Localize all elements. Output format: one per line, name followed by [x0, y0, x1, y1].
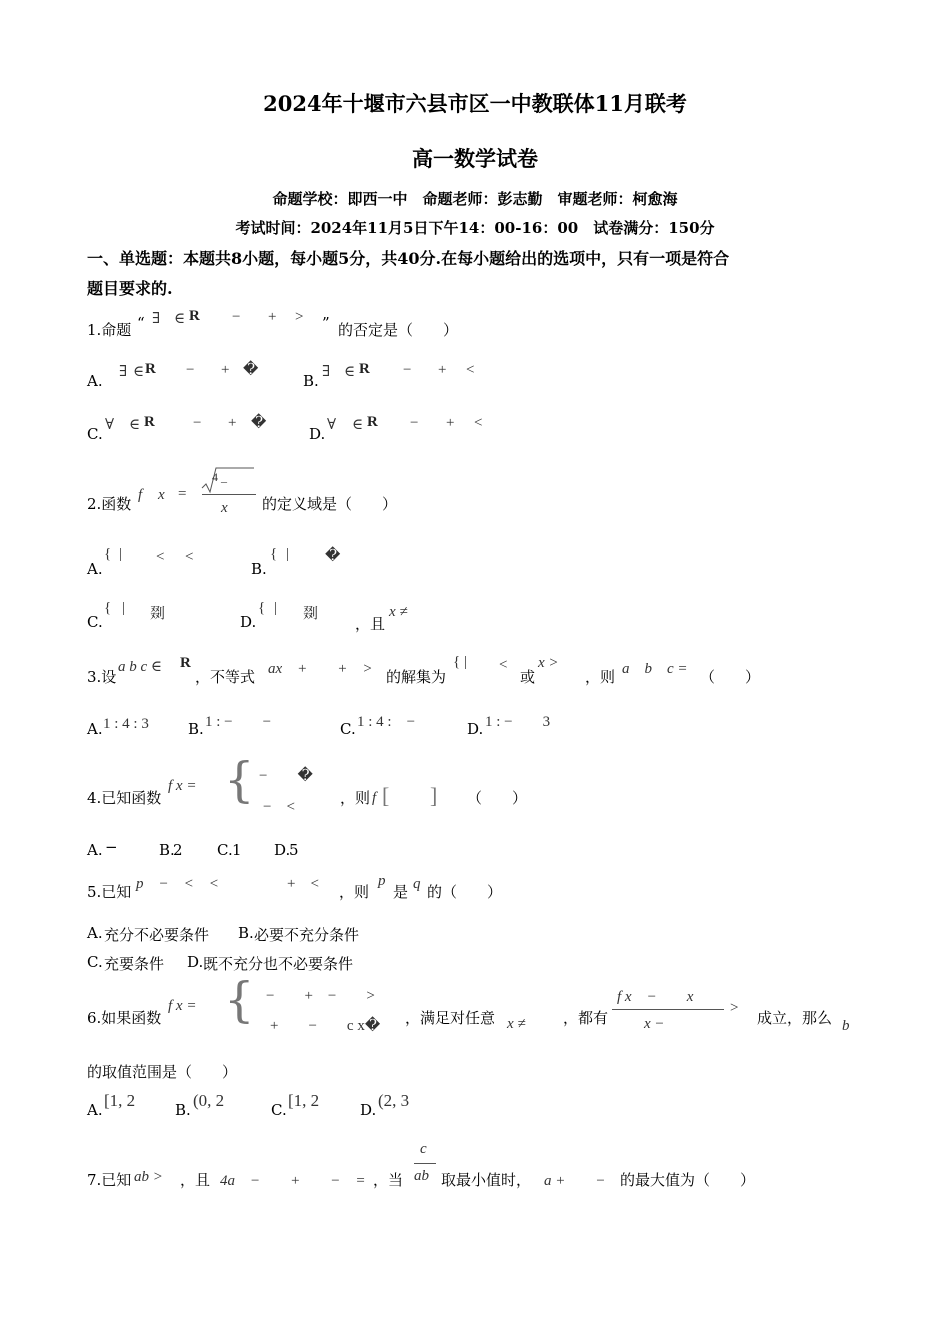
q1-a-plus: +	[221, 362, 230, 378]
q4-option-a-label[interactable]: A.	[87, 841, 103, 859]
q6-option-b-label[interactable]: B.	[175, 1101, 191, 1119]
q1-math-R: R	[189, 308, 200, 324]
q1-a-ge: �	[243, 362, 259, 378]
q5-p: p	[378, 873, 386, 889]
q5-option-b-label[interactable]: B.	[238, 924, 254, 942]
q6-frac-den: x −	[644, 1016, 665, 1032]
q1-math-minus: −	[232, 309, 241, 325]
q6-text2: ，都有	[563, 1009, 609, 1027]
q5-q: q	[413, 876, 421, 892]
q2-option-a: {	[104, 546, 112, 562]
q1-d-plus: +	[446, 415, 455, 431]
q6-brace: {	[224, 972, 255, 1028]
q3-prefix: 3.设	[87, 668, 117, 686]
q6-fraction-bar	[612, 1009, 724, 1010]
q4-option-b: 2	[173, 841, 183, 859]
q1-math-in: ∈	[174, 311, 186, 327]
q1-math: ∃	[152, 311, 161, 327]
q4-text: ，则	[340, 789, 371, 807]
q2-option-c: {	[104, 600, 112, 616]
q2-den: x	[221, 500, 228, 516]
q3-option-c: 1 : 4 : −	[357, 714, 416, 730]
q1-a-minus: −	[186, 362, 195, 378]
q2-a-lt2: <	[185, 549, 194, 565]
q3-text1: ，不等式	[195, 668, 256, 686]
section-heading-cont: 题目要求的.	[87, 279, 173, 298]
q3-text3: ，则	[585, 668, 616, 686]
q6-option-d-label[interactable]: D.	[360, 1101, 377, 1119]
q2-x: x	[158, 487, 165, 503]
q2-prefix: 2.函数	[87, 495, 132, 513]
q3-ratio: a b c =	[622, 661, 688, 677]
q6-text1: ，满足对任意	[405, 1009, 496, 1027]
q2-d-le: 剟	[303, 606, 319, 622]
q4-row1: − �	[259, 768, 313, 784]
q2-d-suffix: ，且	[355, 615, 386, 633]
q1-quote-close: ”	[322, 314, 330, 332]
q4-prefix: 4.已知函数	[87, 789, 162, 807]
q5-option-a-label[interactable]: A.	[87, 924, 103, 942]
q2-d-tail: x ≠	[389, 604, 408, 620]
q1-d-lt: <	[474, 415, 483, 431]
q2-option-d: {	[258, 600, 266, 616]
q5-option-b: 必要不充分条件	[254, 926, 360, 944]
q1-d-in: ∈	[352, 417, 364, 433]
q6-option-a-label[interactable]: A.	[87, 1101, 103, 1119]
q7-prefix: 7.已知	[87, 1171, 132, 1189]
q2-sqrt-arg: 4 _	[212, 470, 227, 484]
q6-option-b: (0, 2	[193, 1091, 225, 1110]
q2-option-b: {	[270, 546, 278, 562]
q5-suffix: 的（ ）	[427, 883, 503, 901]
q1-option-a: ∃	[119, 364, 128, 380]
exam-meta-time: 考试时间：2024年11月5日下午14：00-16：00 试卷满分：150分	[235, 219, 715, 237]
q1-b-plus: +	[438, 362, 447, 378]
q1-b-minus: −	[403, 362, 412, 378]
q5-is: 是	[393, 883, 409, 901]
q1-c-R: R	[144, 414, 155, 430]
q4-brace: {	[224, 752, 255, 808]
q2-suffix: 的定义域是（ ）	[262, 495, 398, 513]
q3-R: R	[180, 655, 191, 671]
q6-row2: + − c x�	[270, 1018, 381, 1034]
q6-option-c-label[interactable]: C.	[271, 1101, 287, 1119]
q1-option-b: ∃	[322, 364, 331, 380]
q6-prefix: 6.如果函数	[87, 1009, 162, 1027]
q4-option-d-label[interactable]: D.	[274, 841, 291, 859]
exam-meta-authors: 命题学校：即西一中 命题老师：彭志勤 审题老师：柯愈海	[272, 190, 678, 208]
q2-f: f	[138, 487, 143, 503]
q5-text1: ，则	[339, 883, 370, 901]
q1-c-minus: −	[193, 415, 202, 431]
exam-title: 2024年十堰市六县市区一中教联体11月联考	[263, 91, 687, 116]
q1-b-in: ∈	[344, 364, 356, 380]
q1-math-plus: +	[268, 309, 277, 325]
q6-fx: f x =	[168, 998, 197, 1014]
q3-x-gt: x >	[538, 655, 559, 671]
q5-prefix: 5.已知	[87, 883, 132, 901]
q2-eq: =	[178, 486, 187, 502]
q2-option-d-label[interactable]: D.	[240, 613, 257, 631]
q7-suffix: 的最大值为（ ）	[620, 1171, 756, 1189]
q2-c-bar: |	[122, 600, 126, 616]
q1-d-R: R	[367, 414, 378, 430]
q3-option-d-label[interactable]: D.	[467, 720, 484, 738]
q7-frac-num: c	[420, 1141, 427, 1157]
q5-option-c: 充要条件	[104, 955, 165, 973]
q3-option-d: 1 : − 3	[485, 714, 551, 730]
q3-option-a-label[interactable]: A.	[87, 720, 103, 738]
q3-or: 或	[520, 668, 536, 686]
q7-fraction-bar	[414, 1163, 436, 1164]
q6-frac-num: f x − x	[617, 989, 694, 1005]
q4-paren: （ ）	[467, 789, 528, 807]
q6-row1: − + − >	[266, 988, 375, 1004]
q4-bracket-open: [	[382, 783, 390, 808]
q3-option-b-label[interactable]: B.	[188, 720, 204, 738]
q1-option-b-label[interactable]: B.	[303, 372, 319, 390]
q4-option-c: 1	[232, 841, 242, 859]
q4-f2: f	[372, 790, 377, 806]
q7-text3: 取最小值时，	[441, 1171, 532, 1189]
q7-frac-den: ab	[414, 1168, 429, 1184]
q1-option-a-label[interactable]: A.	[87, 372, 103, 390]
q5-p-math: p − < <	[136, 876, 219, 892]
q4-option-b-label[interactable]: B.	[159, 841, 175, 859]
q3-option-a: 1 : 4 : 3	[103, 716, 149, 732]
exam-subtitle: 高一数学试卷	[412, 146, 538, 171]
q1-suffix: 的否定是（ ）	[338, 321, 459, 339]
q2-a-lt1: <	[156, 549, 165, 565]
q7-expr: a + −	[544, 1173, 606, 1189]
q3-text2: 的解集为	[386, 668, 447, 686]
q1-option-d-label[interactable]: D.	[309, 425, 326, 443]
q2-option-c-label[interactable]: C.	[87, 613, 103, 631]
q6-b: b	[842, 1018, 850, 1034]
q2-a-bar: |	[119, 546, 123, 562]
q4-bracket-close: ]	[430, 783, 438, 808]
q4-option-c-label[interactable]: C.	[217, 841, 233, 859]
q7-ab: ab >	[134, 1169, 163, 1185]
q3-option-b: 1 : − −	[205, 714, 272, 730]
q1-c-in: ∈	[129, 417, 141, 433]
q3-set-open: { |	[453, 654, 467, 670]
q1-c-plus: +	[228, 415, 237, 431]
q2-fraction-bar	[202, 494, 256, 495]
q3-vars: a b c ∈	[118, 659, 163, 675]
q2-b-bar: |	[286, 546, 290, 562]
q1-a-in: ∈	[133, 364, 145, 380]
q2-option-b-label[interactable]: B.	[251, 560, 267, 578]
q5-option-a: 充分不必要条件	[104, 926, 210, 944]
q6-option-c: [1, 2	[288, 1091, 320, 1110]
q2-d-bar: |	[274, 600, 278, 616]
q5-q-math: + <	[287, 876, 319, 892]
q6-gt: >	[730, 1000, 739, 1016]
q5-option-d: 既不充分也不必要条件	[203, 955, 354, 973]
section-heading: 一、单选题：本题共8小题，每小题5分，共40分.在每小题给出的选项中，只有一项是符合	[87, 249, 730, 268]
q4-option-d: 5	[289, 841, 299, 859]
q1-option-c-label[interactable]: C.	[87, 425, 103, 443]
q1-option-c: ∀	[105, 417, 115, 433]
q3-lt: <	[499, 657, 508, 673]
q1-a-R: R	[145, 361, 156, 377]
q3-option-c-label[interactable]: C.	[340, 720, 356, 738]
q6-cond: x ≠	[507, 1016, 526, 1032]
q2-option-a-label[interactable]: A.	[87, 560, 103, 578]
q5-option-d-label[interactable]: D.	[187, 953, 204, 971]
q2-c-le: 剟	[150, 606, 166, 622]
q6-option-a: [1, 2	[104, 1091, 136, 1110]
q6-line2: 的取值范围是（ ）	[87, 1063, 238, 1081]
q2-b-ge: �	[325, 548, 341, 564]
q3-paren: （ ）	[700, 668, 761, 686]
q3-ineq: ax + + >	[268, 661, 373, 677]
q1-b-lt: <	[466, 362, 475, 378]
q1-quote-open: “	[137, 314, 145, 332]
q2-sqrt-sign	[200, 464, 256, 494]
q1-d-minus: −	[410, 415, 419, 431]
q7-text2: ，当	[373, 1171, 404, 1189]
q7-text1: ，且	[180, 1171, 211, 1189]
q4-option-a: −	[105, 838, 118, 856]
q6-text3: 成立，那么	[757, 1009, 833, 1027]
q4-fx: f x =	[168, 778, 197, 794]
q1-b-R: R	[359, 361, 370, 377]
q4-row2: − <	[263, 799, 295, 815]
q1-prefix: 1.命题	[87, 321, 132, 339]
q1-c-ge: �	[251, 415, 267, 431]
q7-eq: 4a − + − =	[220, 1173, 366, 1189]
q6-option-d: (2, 3	[378, 1091, 410, 1110]
q5-option-c-label[interactable]: C.	[87, 953, 103, 971]
q1-math-gt: >	[295, 309, 304, 325]
q1-option-d: ∀	[327, 417, 337, 433]
